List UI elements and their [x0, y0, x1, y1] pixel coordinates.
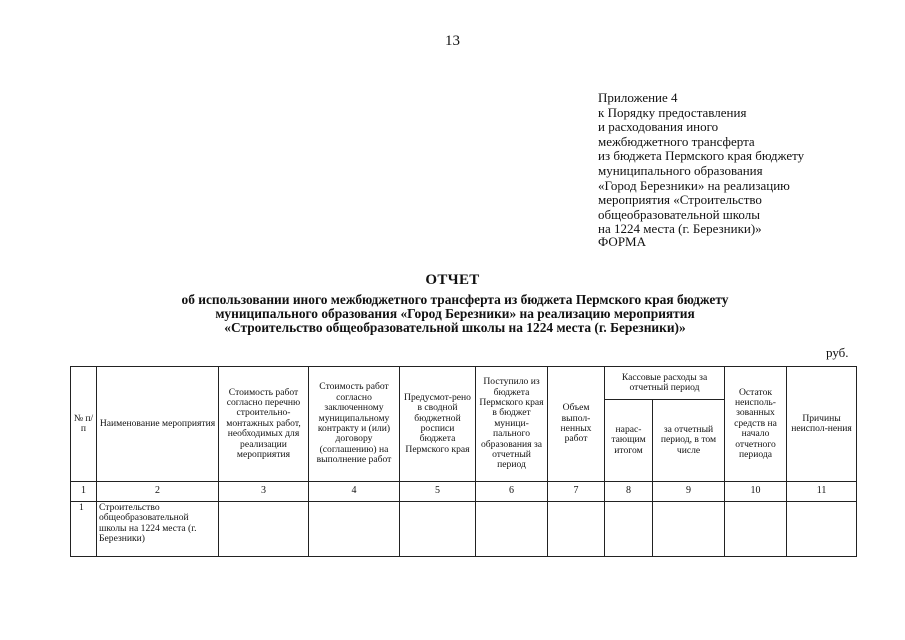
header-cell-cost-list: Стоимость работ согласно перечню строительно-монтажных работ, необходимых для реализации мероприятия [219, 367, 309, 482]
appendix-line: межбюджетного трансферта [598, 133, 755, 149]
row-cell [787, 502, 857, 557]
row-cell [725, 502, 787, 557]
subtitle-line: муниципального образования «Город Березники» на реализацию мероприятия [215, 306, 695, 321]
column-number: 3 [219, 482, 309, 502]
column-number: 1 [71, 482, 97, 502]
form-label: ФОРМА [598, 234, 646, 249]
row-cell [476, 502, 548, 557]
appendix-block [598, 91, 898, 237]
header-row [71, 367, 857, 400]
row-cell [219, 502, 309, 557]
header-cell-received: Поступило из бюджета Пермского края в бюджет муници-пального образования за отчетный период [476, 367, 548, 482]
column-number: 9 [653, 482, 725, 502]
page-number: 13 [445, 33, 460, 49]
row-cell [400, 502, 476, 557]
header-cell-period: за отчетный период, в том числе [653, 400, 725, 482]
header-cell-work-volume: Объем выпол-ненных работ [548, 367, 605, 482]
column-number: 4 [309, 482, 400, 502]
appendix-line: «Город Березники» на реализацию [598, 177, 790, 193]
header-cell-remainder: Остаток неисполь-зованных средств на начало отчетного периода [725, 367, 787, 482]
column-number: 6 [476, 482, 548, 502]
column-number: 7 [548, 482, 605, 502]
row-number: 1 [71, 502, 97, 557]
column-number-row [71, 482, 857, 502]
header-cell-reasons: Причины неиспол-нения [787, 367, 857, 482]
header-cell-cost-contract: Стоимость работ согласно заключенному муниципальному контракту и (или) договору (соглашению) на выполнение работ [309, 367, 400, 482]
column-number: 11 [787, 482, 857, 502]
appendix-line: мероприятия «Строительство [598, 192, 762, 208]
subtitle-line: об использовании иного межбюджетного трансферта из бюджета Пермского края бюджету [181, 292, 729, 307]
row-cell [653, 502, 725, 557]
appendix-line: и расходования иного [598, 119, 719, 135]
header-cell-name: Наименование мероприятия [97, 367, 219, 482]
appendix-line: к Порядку предоставления [598, 104, 747, 120]
appendix-line: общеобразовательной школы [598, 206, 760, 222]
document-title: ОТЧЕТ [425, 272, 480, 288]
appendix-line: Приложение 4 [598, 90, 678, 105]
column-number: 5 [400, 482, 476, 502]
column-number: 10 [725, 482, 787, 502]
column-number: 8 [605, 482, 653, 502]
header-cell-number: № п/п [71, 367, 97, 482]
row-cell [605, 502, 653, 557]
currency-unit: руб. [826, 345, 849, 360]
appendix-line: на 1224 места (г. Березники)» [598, 221, 762, 237]
appendix-line: из бюджета Пермского края бюджету [598, 148, 805, 164]
row-cell [309, 502, 400, 557]
header-cell-budget-planned: Предусмот-рено в сводной бюджетной росписи бюджета Пермского края [400, 367, 476, 482]
row-name: Строительство общеобразовательной школы на 1224 места (г. Березники) [97, 502, 219, 557]
subtitle-line: «Строительство общеобразовательной школы на 1224 места (г. Березники)» [224, 320, 686, 335]
document-subtitle [110, 293, 800, 335]
row-cell [548, 502, 605, 557]
header-cell-cash-expenses: Кассовые расходы за отчетный период [605, 367, 725, 400]
header-cell-cumulative: нарас-тающим итогом [605, 400, 653, 482]
column-number: 2 [97, 482, 219, 502]
appendix-line: муниципального образования [598, 162, 763, 178]
report-table [70, 366, 857, 557]
table-row [71, 502, 857, 557]
